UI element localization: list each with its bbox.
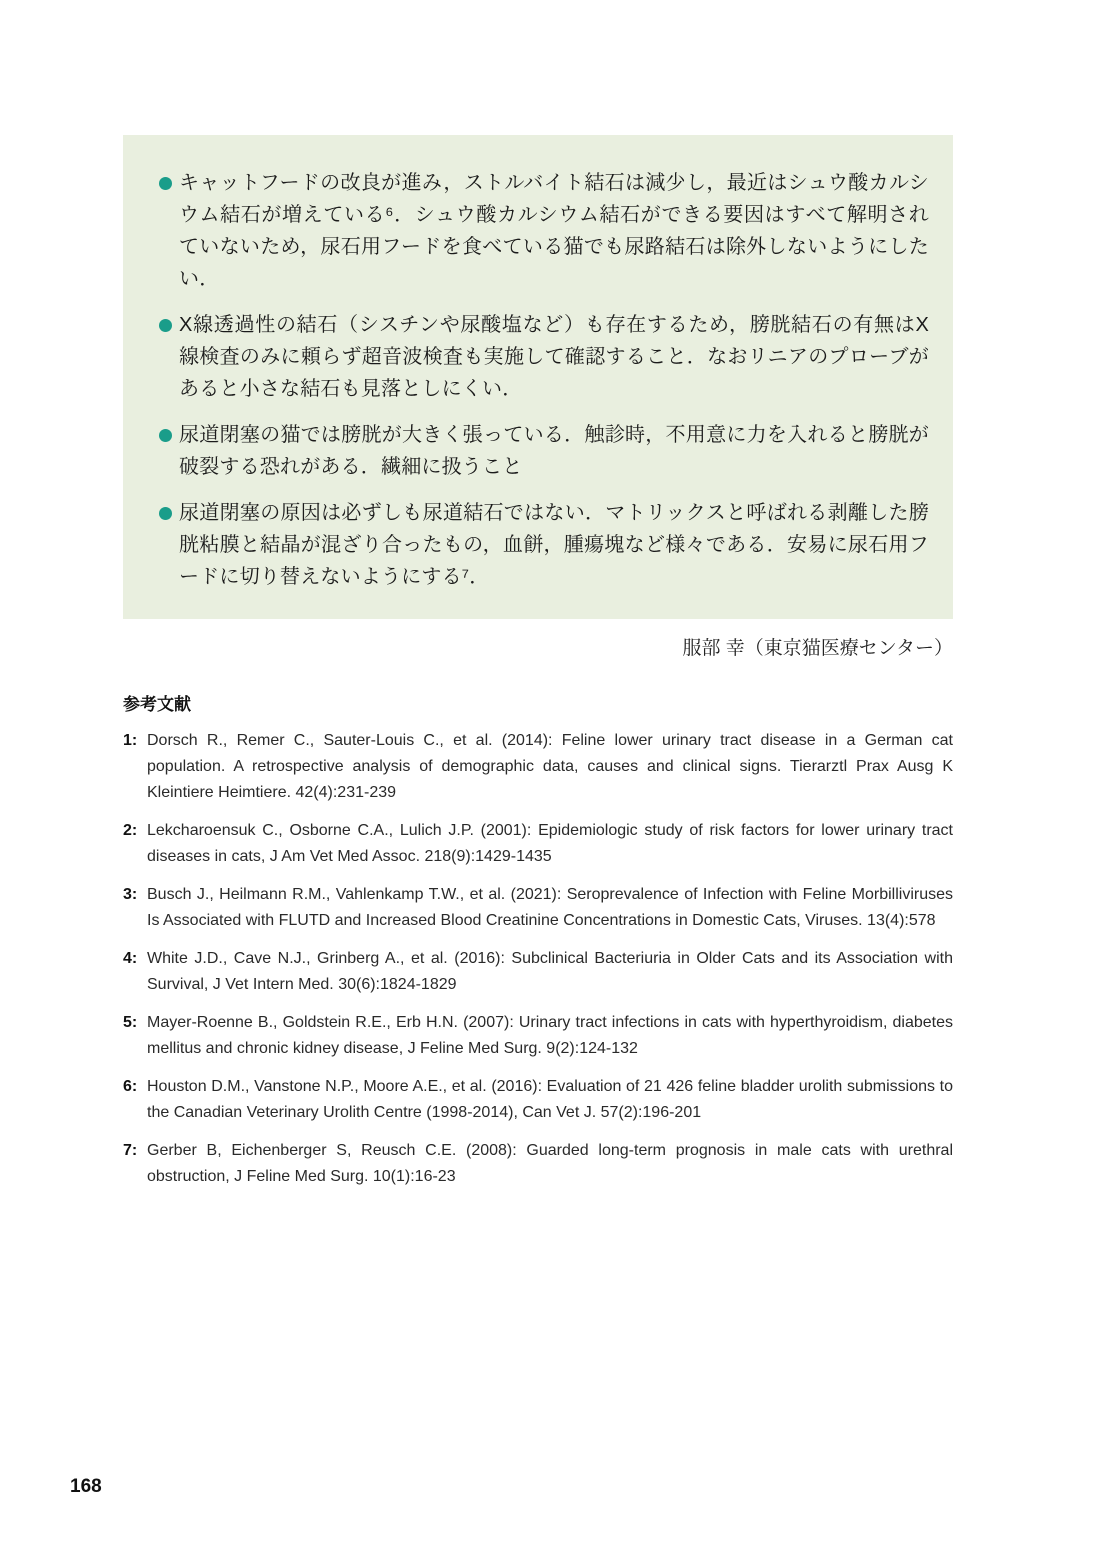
reference-item: [123, 946, 953, 998]
reference-number: 7:: [123, 1142, 138, 1159]
bullet-dot-icon: [159, 177, 172, 190]
bullet-item: [159, 419, 929, 483]
summary-box: [123, 135, 953, 619]
bullet-item: [159, 167, 929, 295]
reference-text: Busch J., Heilmann R.M., Vahlenkamp T.W., et al. (2021): Seroprevalence of Infection with Feline Morbilliviruses Is Associated with FLUTD and Increased Blood Creatinine Concentrations in Domestic Cats, Viruses. 13(4):578: [147, 886, 953, 929]
bullet-text: X線透過性の結石（シスチンや尿酸塩など）も存在するため，膀胱結石の有無はX線検査のみに頼らず超音波検査も実施して確認すること．なおリニアのプローブがあると小さな結石も見落としにくい．: [179, 314, 929, 400]
reference-text: Gerber B, Eichenberger S, Reusch C.E. (2008): Guarded long-term prognosis in male cats with urethral obstruction, J Feline Med Surg. 10(1):16-23: [147, 1142, 953, 1185]
reference-number: 4:: [123, 950, 138, 967]
bullet-dot-icon: [159, 429, 172, 442]
reference-item: [123, 1010, 953, 1062]
reference-text: Mayer-Roenne B., Goldstein R.E., Erb H.N. (2007): Urinary tract infections in cats with hyperthyroidism, diabetes mellitus and chronic kidney disease, J Feline Med Surg. 9(2):124-132: [147, 1014, 953, 1057]
bullet-text: キャットフードの改良が進み，ストルバイト結石は減少し，最近はシュウ酸カルシウム結石が増えている⁶．シュウ酸カルシウム結石ができる要因はすべて解明されていないため，尿石用フードを食べている猫でも尿路結石は除外しないようにしたい．: [179, 172, 929, 290]
reference-item: [123, 818, 953, 870]
page-number: 168: [70, 1476, 102, 1497]
bullet-text: 尿道閉塞の猫では膀胱が大きく張っている．触診時，不用意に力を入れると膀胱が破裂する恐れがある．繊細に扱うこと: [179, 424, 929, 478]
reference-item: [123, 1138, 953, 1190]
reference-number: 3:: [123, 886, 138, 903]
reference-number: 1:: [123, 732, 138, 749]
bullet-text: 尿道閉塞の原因は必ずしも尿道結石ではない．マトリックスと呼ばれる剥離した膀胱粘膜と結晶が混ざり合ったもの，血餅，腫瘍塊など様々である．安易に尿石用フードに切り替えないようにする⁷．: [179, 502, 929, 588]
reference-text: White J.D., Cave N.J., Grinberg A., et al. (2016): Subclinical Bacteriuria in Older Cats and its Association with Survival, J Vet Intern Med. 30(6):1824-1829: [147, 950, 953, 993]
bullet-item: [159, 309, 929, 405]
bullet-dot-icon: [159, 507, 172, 520]
author-attribution: 服部 幸（東京猫医療センター）: [682, 638, 953, 659]
references-heading: 参考文献: [123, 695, 191, 714]
bullet-item: [159, 497, 929, 593]
reference-number: 5:: [123, 1014, 138, 1031]
page-content: [123, 135, 953, 1202]
reference-item: [123, 882, 953, 934]
reference-number: 6:: [123, 1078, 138, 1095]
reference-text: Lekcharoensuk C., Osborne C.A., Lulich J.P. (2001): Epidemiologic study of risk factors for lower urinary tract diseases in cats, J Am Vet Med Assoc. 218(9):1429-1435: [147, 822, 953, 865]
references-section: [123, 690, 953, 1190]
reference-text: Houston D.M., Vanstone N.P., Moore A.E., et al. (2016): Evaluation of 21 426 feline bladder urolith submissions to the Canadian Veterinary Urolith Centre (1998-2014), Can Vet J. 57(2):196-201: [147, 1078, 953, 1121]
reference-number: 2:: [123, 822, 138, 839]
bullet-dot-icon: [159, 319, 172, 332]
reference-text: Dorsch R., Remer C., Sauter-Louis C., et al. (2014): Feline lower urinary tract disease in a German cat population. A retrospective analysis of demographic data, causes and clinical signs. Tierarztl Prax Ausg K Kleintiere Heimtiere. 42(4):231-239: [147, 732, 953, 801]
reference-item: [123, 728, 953, 806]
reference-item: [123, 1074, 953, 1126]
